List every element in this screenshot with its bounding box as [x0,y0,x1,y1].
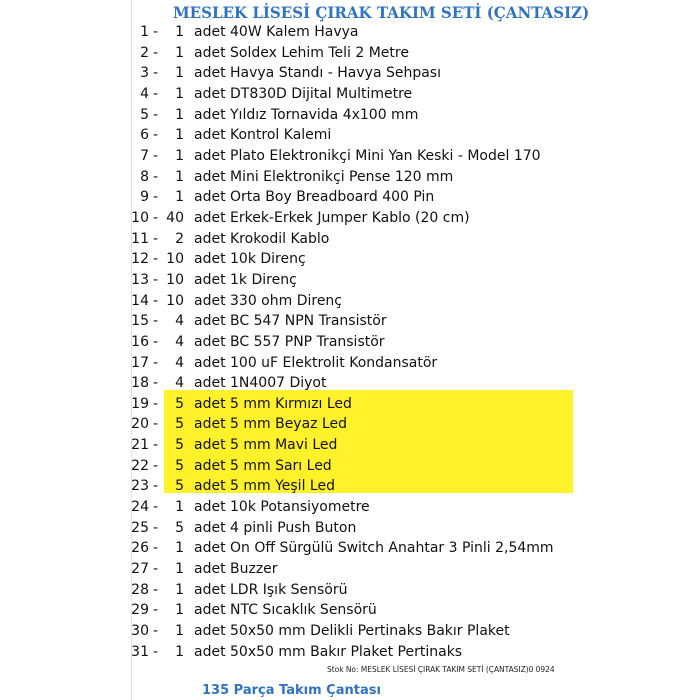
item-name: 5 mm Mavi Led [230,437,338,454]
item-number: 23 [131,478,149,495]
item-number: 26 [131,540,149,557]
item-quantity: 5 [175,457,184,474]
item-unit: adet [194,561,226,578]
list-item [0,63,700,84]
item-unit: adet [194,251,226,268]
item-separator: - [153,602,159,619]
item-number: 13 [131,271,149,288]
item-unit: adet [194,478,226,495]
item-separator: - [153,354,159,371]
item-separator: - [153,581,159,598]
item-quantity: 1 [175,127,184,144]
item-separator: - [153,24,159,40]
item-name: Soldex Lehim Teli 2 Metre [230,44,409,61]
item-unit: adet [194,416,226,433]
list-item [0,291,700,312]
item-quantity: 1 [175,540,184,557]
item-separator: - [153,561,159,578]
item-separator: - [153,127,159,144]
item-number: 19 [131,395,149,412]
item-name: 50x50 mm Delikli Pertinaks Bakır Plaket [230,623,510,640]
item-quantity: 1 [175,499,184,516]
list-item [0,249,700,270]
item-quantity: 1 [175,189,184,206]
item-quantity: 1 [175,168,184,185]
item-separator: - [153,519,159,536]
item-name: Yıldız Tornavida 4x100 mm [230,106,419,123]
item-number: 16 [131,333,149,350]
item-unit: adet [194,499,226,516]
item-separator: - [153,437,159,454]
item-quantity: 4 [175,333,184,350]
item-number: 20 [131,416,149,433]
item-number: 29 [131,602,149,619]
item-separator: - [153,209,159,226]
item-unit: adet [194,106,226,123]
item-separator: - [153,147,159,164]
item-unit: adet [194,85,226,102]
item-number: 6 [140,127,149,144]
item-separator: - [153,375,159,392]
item-quantity: 1 [175,44,184,61]
item-name: BC 557 PNP Transistör [230,333,385,350]
item-separator: - [153,333,159,350]
item-unit: adet [194,65,226,82]
item-separator: - [153,478,159,495]
item-name: Havya Standı - Havya Sehpası [230,65,441,82]
list-item [0,125,700,146]
item-separator: - [153,251,159,268]
list-item [0,353,700,374]
item-unit: adet [194,271,226,288]
item-name: NTC Sıcaklık Sensörü [230,602,377,619]
item-name: BC 547 NPN Transistör [230,313,387,330]
item-number: 11 [131,230,149,247]
item-quantity: 5 [175,416,184,433]
item-unit: adet [194,313,226,330]
item-number: 21 [131,437,149,454]
item-unit: adet [194,623,226,640]
item-separator: - [153,540,159,557]
item-separator: - [153,643,159,660]
list-item [0,43,700,64]
list-item [0,642,700,663]
item-unit: adet [194,127,226,144]
list-item [0,414,700,435]
item-unit: adet [194,147,226,164]
item-name: Krokodil Kablo [230,230,330,247]
list-item [0,208,700,229]
item-number: 17 [131,354,149,371]
item-number: 31 [131,643,149,660]
list-item [0,332,700,353]
item-name: 5 mm Sarı Led [230,457,332,474]
item-name: Buzzer [230,561,278,578]
item-name: Kontrol Kalemi [230,127,332,144]
item-quantity: 1 [175,623,184,640]
list-item [0,229,700,250]
item-quantity: 4 [175,375,184,392]
item-quantity: 1 [175,643,184,660]
item-separator: - [153,230,159,247]
item-separator: - [153,499,159,516]
item-unit: adet [194,354,226,371]
item-separator: - [153,457,159,474]
item-name: DT830D Dijital Multimetre [230,85,413,102]
item-separator: - [153,65,159,82]
item-quantity: 4 [175,354,184,371]
item-quantity: 10 [166,292,184,309]
item-name: 4 pinli Push Buton [230,519,357,536]
item-unit: adet [194,643,226,660]
item-unit: adet [194,375,226,392]
list-item [0,476,700,497]
item-name: 330 ohm Direnç [230,292,342,309]
item-quantity: 10 [166,271,184,288]
item-unit: adet [194,292,226,309]
item-name: Erkek-Erkek Jumper Kablo (20 cm) [230,209,470,226]
item-separator: - [153,85,159,102]
item-name: 5 mm Kırmızı Led [230,395,352,412]
item-quantity: 40 [166,209,184,226]
item-quantity: 4 [175,313,184,330]
item-separator: - [153,44,159,61]
list-item [0,538,700,559]
item-quantity: 5 [175,478,184,495]
item-quantity: 1 [175,602,184,619]
item-number: 9 [140,189,149,206]
list-item [0,497,700,518]
item-unit: adet [194,44,226,61]
item-separator: - [153,189,159,206]
list-item [0,187,700,208]
item-number: 30 [131,623,149,640]
item-name: 10k Direnç [230,251,306,268]
item-list [0,22,700,662]
list-item [0,270,700,291]
item-name: 1N4007 Diyot [230,375,327,392]
item-unit: adet [194,168,226,185]
item-unit: adet [194,540,226,557]
item-number: 1 [140,24,149,40]
item-quantity: 1 [175,581,184,598]
item-name: 5 mm Beyaz Led [230,416,348,433]
item-name: Orta Boy Breadboard 400 Pin [230,189,435,206]
list-item [0,600,700,621]
item-number: 2 [140,44,149,61]
item-unit: adet [194,333,226,350]
list-item [0,311,700,332]
item-quantity: 5 [175,437,184,454]
item-number: 27 [131,561,149,578]
item-name: 5 mm Yeşil Led [230,478,335,495]
item-unit: adet [194,457,226,474]
item-name: Mini Elektronikçi Pense 120 mm [230,168,454,185]
item-unit: adet [194,519,226,536]
list-title: MESLEK LİSESİ ÇIRAK TAKIM SETİ (ÇANTASIZ) [173,3,590,22]
item-unit: adet [194,602,226,619]
list-item [0,167,700,188]
item-quantity: 1 [175,85,184,102]
item-quantity: 1 [175,106,184,123]
item-separator: - [153,313,159,330]
item-unit: adet [194,230,226,247]
item-number: 25 [131,519,149,536]
item-quantity: 1 [175,24,184,40]
stock-number-note: Stok No: MESLEK LİSESİ ÇIRAK TAKIM SETİ (ÇANTASIZ)0 0924 [327,665,555,674]
item-quantity: 1 [175,65,184,82]
item-number: 10 [131,209,149,226]
item-number: 5 [140,106,149,123]
item-quantity: 1 [175,147,184,164]
item-quantity: 2 [175,230,184,247]
item-number: 4 [140,85,149,102]
item-number: 8 [140,168,149,185]
item-separator: - [153,106,159,123]
item-name: On Off Sürgülü Switch Anahtar 3 Pinli 2,54mm [230,540,554,557]
item-quantity: 5 [175,395,184,412]
item-number: 7 [140,147,149,164]
item-name: 10k Potansiyometre [230,499,370,516]
item-quantity: 1 [175,561,184,578]
item-number: 15 [131,313,149,330]
item-name: 1k Direnç [230,271,297,288]
item-number: 24 [131,499,149,516]
item-unit: adet [194,189,226,206]
list-item [0,435,700,456]
list-item [0,559,700,580]
list-item [0,84,700,105]
item-number: 3 [140,65,149,82]
item-separator: - [153,292,159,309]
item-name: LDR Işık Sensörü [230,581,348,598]
list-item [0,580,700,601]
item-separator: - [153,416,159,433]
item-separator: - [153,271,159,288]
item-separator: - [153,395,159,412]
item-number: 14 [131,292,149,309]
item-number: 12 [131,251,149,268]
item-unit: adet [194,24,226,40]
list-item [0,621,700,642]
item-name: 50x50 mm Bakır Plaket Pertinaks [230,643,463,660]
list-item [0,456,700,477]
list-item [0,22,700,43]
list-item [0,373,700,394]
item-separator: - [153,168,159,185]
item-number: 18 [131,375,149,392]
item-unit: adet [194,395,226,412]
list-item [0,394,700,415]
item-separator: - [153,623,159,640]
item-number: 28 [131,581,149,598]
item-name: 40W Kalem Havya [230,24,359,40]
list-item [0,146,700,167]
item-unit: adet [194,581,226,598]
list-item [0,518,700,539]
item-unit: adet [194,209,226,226]
item-quantity: 5 [175,519,184,536]
list-item [0,105,700,126]
item-name: 100 uF Elektrolit Kondansatör [230,354,438,371]
item-unit: adet [194,437,226,454]
item-name: Plato Elektronikçi Mini Yan Keski - Model 170 [230,147,541,164]
set-total-caption: 135 Parça Takım Çantası [202,683,381,698]
item-number: 22 [131,457,149,474]
item-quantity: 10 [166,251,184,268]
